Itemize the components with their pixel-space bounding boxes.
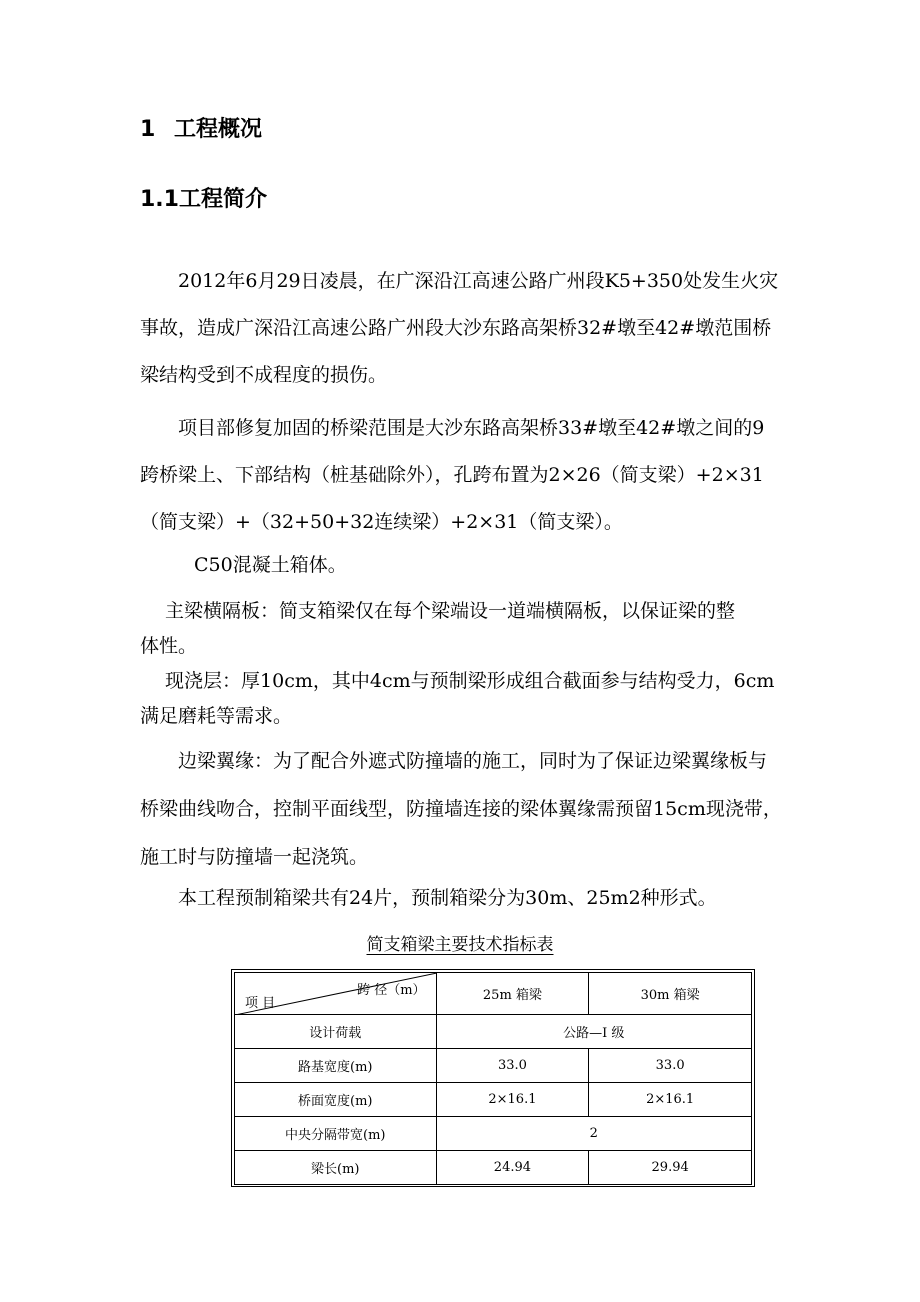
row-label: 中央分隔带宽(m) [235, 1117, 437, 1151]
paragraph-concrete [194, 550, 347, 580]
cell-value: 24.94 [436, 1151, 589, 1185]
text-line: 满足磨耗等需求。 [140, 705, 293, 727]
cell-value: 公路—I 级 [436, 1015, 751, 1049]
row-label: 桥面宽度(m) [235, 1083, 437, 1117]
text-line: C50混凝土箱体。 [194, 554, 347, 576]
cell-value: 2×16.1 [436, 1083, 589, 1117]
paragraph-fire-incident [140, 258, 778, 399]
table-row [235, 1117, 752, 1151]
cell-value: 33.0 [589, 1049, 752, 1083]
text-line: 体性。 [140, 635, 198, 657]
row-label: 设计荷载 [235, 1015, 437, 1049]
col-header-30m: 30m 箱梁 [589, 973, 752, 1015]
text-line: 现浇层：厚10cm，其中4cm与预制梁形成组合截面参与结构受力，6cm [140, 670, 775, 692]
text-line: 施工时与防撞墙一起浇筑。 [140, 846, 369, 868]
spec-table [234, 972, 752, 1185]
table-header-row [235, 973, 752, 1015]
text-line: （简支梁）+（32+50+32连续梁）+2×31（简支梁）。 [140, 511, 623, 533]
col-header-25m: 25m 箱梁 [436, 973, 589, 1015]
table-row [235, 1015, 752, 1049]
text-line: 梁结构受到不成程度的损伤。 [140, 364, 388, 386]
text-line: 2012年6月29日凌晨，在广深沿江高速公路广州段K5+350处发生火灾 [140, 270, 779, 292]
row-label: 梁长(m) [235, 1151, 437, 1185]
paragraph-repair-scope [140, 405, 764, 546]
paragraph-diaphragm [140, 594, 735, 664]
table-caption [0, 932, 920, 958]
table-caption-text: 简支箱梁主要技术指标表 [366, 935, 554, 955]
table-row [235, 1049, 752, 1083]
table-corner-cell [235, 973, 437, 1015]
subsection-heading: 1.1工程简介 [140, 187, 267, 212]
table-row [235, 1083, 752, 1117]
row-label: 路基宽度(m) [235, 1049, 437, 1083]
text-line: 本工程预制箱梁共有24片，预制箱梁分为30m、25m2种形式。 [140, 887, 717, 909]
cell-value: 2×16.1 [589, 1083, 752, 1117]
text-line: 边梁翼缘：为了配合外遮式防撞墙的施工，同时为了保证边梁翼缘板与 [140, 750, 768, 772]
span-header-label: 跨 径（m） [357, 983, 426, 998]
cell-value: 33.0 [436, 1049, 589, 1083]
paragraph-cast-layer [140, 664, 774, 734]
cell-value: 29.94 [589, 1151, 752, 1185]
section-heading [140, 114, 262, 146]
paragraph-edge-flange [140, 737, 782, 881]
spec-table-frame [231, 969, 755, 1187]
text-line: 项目部修复加固的桥梁范围是大沙东路高架桥33#墩至42#墩之间的9 [140, 417, 765, 439]
text-line: 跨桥梁上、下部结构（桩基础除外），孔跨布置为2×26（简支梁）+2×31 [140, 464, 764, 486]
paragraph-precast-count [140, 880, 717, 916]
text-line: 事故，造成广深沿江高速公路广州段大沙东路高架桥32#墩至42#墩范围桥 [140, 317, 772, 339]
section-number: 1 [140, 117, 156, 142]
cell-value: 2 [436, 1117, 751, 1151]
text-line: 主梁横隔板：简支箱梁仅在每个梁端设一道端横隔板，以保证梁的整 [140, 600, 736, 622]
table-row [235, 1151, 752, 1185]
item-header-label: 项 目 [245, 996, 276, 1011]
section-title: 工程概况 [174, 117, 263, 142]
text-line: 桥梁曲线吻合，控制平面线型，防撞墙连接的梁体翼缘需预留15cm现浇带， [140, 798, 782, 820]
